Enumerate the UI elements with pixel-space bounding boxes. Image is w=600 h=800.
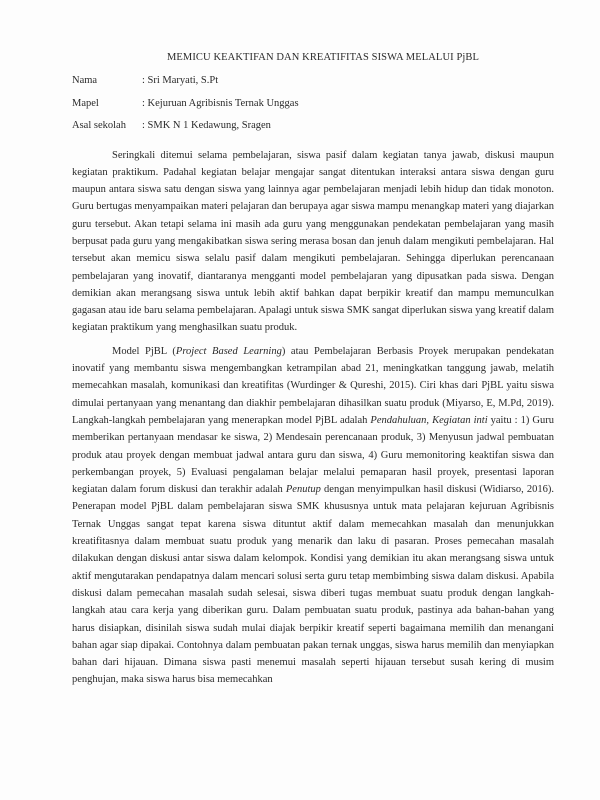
paragraph-italic-text: Project Based Learning	[175, 345, 282, 357]
meta-value: : Kejuruan Agribisnis Ternak Unggas	[142, 97, 299, 109]
meta-value: : Sri Maryati, S.Pt	[142, 75, 219, 86]
meta-row-school	[72, 118, 554, 141]
document-title: MEMICU KEAKTIFAN DAN KREATIFITAS SISWA MELALUI PjBL	[166, 52, 480, 63]
paragraph-italic-text: Penutup	[285, 484, 321, 496]
paragraph-text: yaitu : 1) Guru memberikan pertanyaan mendasar ke siswa, 2) Mendesain perencanaan produk, 3) Menyusun jadwal pembuatan produk atau proyek dengan membuat jadwal antara guru dan siswa, 4) Guru memonitoring keaktifan siswa dan perkembangan proyek, 5) Evaluasi pengalaman belajar melalui pemaparan hasil proyek, presentasi laporan kegiatan dalam forum diskusi dan terakhir adalah	[72, 414, 554, 496]
meta-row-subject	[72, 96, 554, 119]
meta-row-name	[72, 73, 554, 96]
paragraph-text: ) atau Pembelajaran Berbasis Proyek merupakan pendekatan inovatif yang membantu siswa mengembangkan ketrampilan abad 21, meningkatkan tanggung jawab, melatih memecahkan masalah, komunikasi dan kreatifitas (Wurdinger & Qureshi, 2015). Ciri khas dari PjBL yaitu siswa dimulai pertanyaan yang menantang dan diakhir pembelajaran dihasilkan suatu produk (Miyarso, E, M.Pd, 2019). Langkah-langkah pembelajaran yang menerapkan model PjBL adalah	[72, 345, 554, 426]
meta-label: Asal sekolah	[72, 120, 126, 131]
paragraph-italic-text: Pendahuluan, Kegiatan inti	[370, 414, 488, 426]
paragraph-intro: Seringkali ditemui selama pembelajaran, siswa pasif dalam kegiatan tanya jawab, diskusi maupun kegiatan praktikum. Padahal kegiatan belajar mengajar sangat ditentukan interaksi antara siswa dengan guru maupun antara siswa satu dengan siswa yang lainnya agar pembelajaran menjadi lebih hidup dan tidak monoton. Guru bertugas menyampaikan materi pelajaran dan berupaya agar siswa mampu menangkap materi yang diajarkan guru tersebut. Akan tetapi selama ini masih ada guru yang menggunakan pendekatan pembelajaran yang masih berpusat pada guru yang mengakibatkan siswa sering merasa bosan dan jenuh dalam mengikuti pembelajaran. Hal tersebut akan memicu siswa selalu pasif dalam mengikuti pembelajaran. Sehingga diperlukan perencanaan pembelajaran yang inovatif, diantaranya mengganti model pembelajaran yang dipusatkan pada siswa. Dengan demikian akan merangsang siswa untuk lebih aktif bahkan dapat berpikir kreatif dan mampu memunculkan gagasan atau ide baru selama pembelajaran. Apalagi untuk siswa SMK sangat diperlukan siswa yang kreatif dalam kegiatan praktikum yang menghasilkan suatu produk.	[72, 149, 554, 334]
paragraph-text: Model PjBL (	[112, 345, 176, 357]
meta-label: Nama	[72, 75, 98, 86]
paragraph-pjbl	[72, 343, 554, 689]
paragraph-text: dengan menyimpulkan hasil diskusi (Widiarso, 2016). Penerapan model PjBL dalam pembelajaran siswa SMK khususnya untuk mata pelajaran kejuruan Agribisnis Ternak Unggas sangat tepat karena siswa dituntut aktif dalam memecahkan masalah dan menunjukkan kreatifitasnya dalam membuat suatu produk yang menarik dan laku di pasaran. Proses pemecahan masalah dilakukan dengan diskusi antar siswa dalam kelompok. Kondisi yang demikian itu akan merangsang siswa untuk aktif mengutarakan pendapatnya dalam mencari solusi serta guru tetap membimbing siswa dalam diskusi. Apabila diskusi dalam pemecahan masalah sudah selesai, siswa diberi tugas membuat suatu produk dengan langkah-langkah atau cara kerja yang diberikan guru. Dalam pembuatan suatu produk, pastinya ada bahan-bahan yang harus disiapkan, disinilah siswa sudah mulai diajak berpikir kreatif seperti bagaimana memilih dan menangani bahan agar siap dipakai. Contohnya dalam pembuatan pakan ternak unggas, siswa harus memilih dan menyiapkan bahan dari hijauan. Dimana siswa pasti menemui masalah seperti hijauan tersebut susah kering di musim penghujan, maka siswa harus bisa memecahkan	[72, 484, 554, 686]
meta-label: Mapel	[72, 97, 99, 109]
meta-value: : SMK N 1 Kedawung, Sragen	[142, 120, 271, 131]
